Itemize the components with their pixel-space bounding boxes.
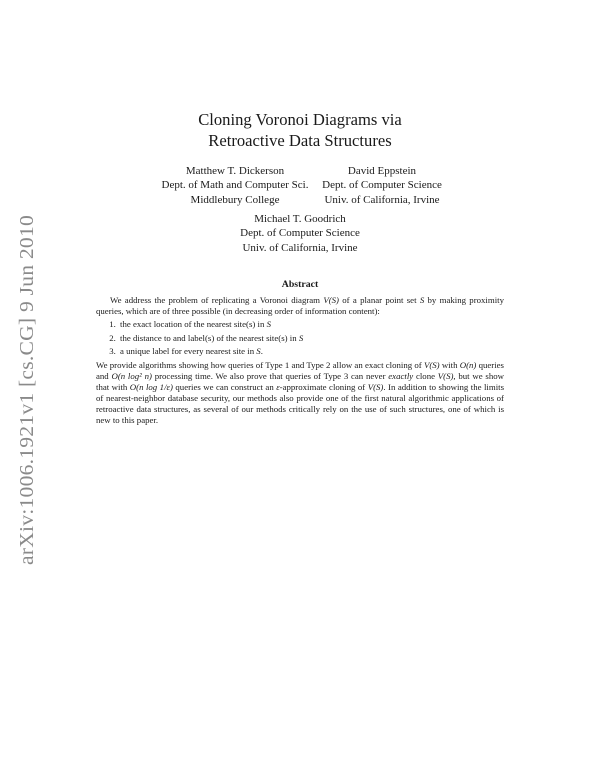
author-institution: Middlebury College <box>190 193 280 206</box>
abstract-paragraph-2: We provide algorithms showing how queries of Type 1 and Type 2 allow an exact cloning of V(S) with O(n) queries and O(n log² n) processing time. We also prove that queries of Type 3 can never exactly clone V(S), but we show that with O(n log 1/ε) queries we can construct an ε-approximate cloning of V(S). In addition to showing the limits of nearest-neighbor database security, our methods also provide one of the first natural algorithmic applications of retroactive data structures, as several of our methods critically rely on the use of such structures, one of which is new to this paper. <box>96 359 505 426</box>
author-department: Dept. of Computer Science <box>322 179 442 192</box>
list-item: 1. the exact location of the nearest site(s) in S <box>118 319 504 330</box>
title-line-1: Cloning Voronoi Diagrams via <box>198 110 402 129</box>
author-department: Dept. of Math and Computer Sci. <box>161 179 309 192</box>
arxiv-identifier-stamp <box>6 215 42 565</box>
author-name: Michael T. Goodrich <box>254 213 346 225</box>
abstract-paragraph-1: We address the problem of replicating a Voronoi diagram V(S) of a planar point set S by making proximity queries, which are of three possible (in decreasing order of information content): <box>96 295 505 317</box>
author-block-goodrich <box>200 212 400 255</box>
title-line-2: Retroactive Data Structures <box>208 131 392 150</box>
author-institution: Univ. of California, Irvine <box>242 241 358 254</box>
author-institution: Univ. of California, Irvine <box>324 193 440 206</box>
paper-title <box>0 109 600 151</box>
author-block-eppstein <box>297 164 467 207</box>
list-item: 3. a unique label for every nearest site in S. <box>118 346 504 357</box>
author-name: Matthew T. Dickerson <box>185 165 285 177</box>
abstract-heading: Abstract <box>281 279 319 290</box>
author-department: Dept. of Computer Science <box>240 227 360 240</box>
query-type-list <box>96 319 504 357</box>
abstract-body <box>96 295 504 426</box>
list-item: 2. the distance to and label(s) of the nearest site(s) in S <box>118 333 504 344</box>
author-name: David Eppstein <box>347 165 417 177</box>
arxiv-stamp-text: arXiv:1006.1921v1 [cs.CG] 9 Jun 2010 <box>16 241 38 565</box>
